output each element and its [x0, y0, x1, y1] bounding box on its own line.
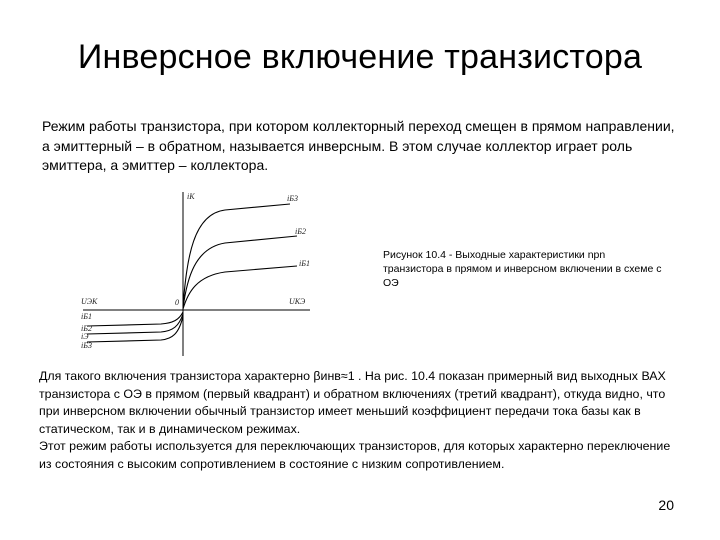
body-text: [39, 368, 679, 473]
page-number: 20: [658, 497, 674, 513]
output-characteristics-figure: [75, 188, 345, 360]
forward-curve-3: [183, 204, 290, 306]
neg-curve-label-1: iБ1: [81, 312, 92, 321]
origin-label: 0: [175, 298, 179, 307]
neg-y-axis-label: iЭ: [81, 332, 89, 341]
figure-caption: Рисунок 10.4 - Выходные характеристики npn транзистора в прямом и инверсном включении в схеме с ОЭ: [383, 249, 662, 289]
curve-label-2: iБ2: [295, 227, 306, 236]
neg-curve-label-2: iБ2: [81, 324, 92, 333]
inverse-curve-1: [87, 312, 183, 326]
inverse-curve-2: [87, 314, 183, 334]
forward-curve-1: [183, 266, 297, 309]
curve-label-3: iБ3: [287, 194, 298, 203]
intro-paragraph: Режим работы транзистора, при котором коллекторный переход смещен в прямом направлении, а эмиттерный – в обратном, называется инверсным. В этом случае коллектор играет роль эмиттера, а эмиттер – коллектора.: [42, 118, 675, 173]
inverse-curve-3: [87, 316, 183, 342]
neg-curve-label-3: iБ3: [81, 341, 92, 350]
forward-curve-2: [183, 236, 297, 308]
x-neg-axis-label: UЭК: [81, 297, 98, 306]
y-axis-label: iK: [187, 192, 195, 201]
slide-title: Инверсное включение транзистора: [77, 38, 643, 76]
characteristics-plot: [75, 188, 345, 360]
body-paragraph-1: Для такого включения транзистора характерно βинв≈1 . На рис. 10.4 показан примерный вид выходных ВАХ транзистора с ОЭ в прямом (первый квадрант) и обратном включениях (третий квадрант), откуда видно, что при инверсном включении обычный транзистор имеет меньший коэффициент передачи тока базы как в статическом, так и в динамическом режимах.: [39, 369, 666, 436]
x-pos-axis-label: UКЭ: [289, 297, 306, 306]
body-paragraph-2: Этот режим работы используется для переключающих транзисторов, для которых характерно переключение из состояния с высоким сопротивлением в состояние с низким сопротивлением.: [39, 439, 671, 471]
curve-label-1: iБ1: [299, 259, 310, 268]
